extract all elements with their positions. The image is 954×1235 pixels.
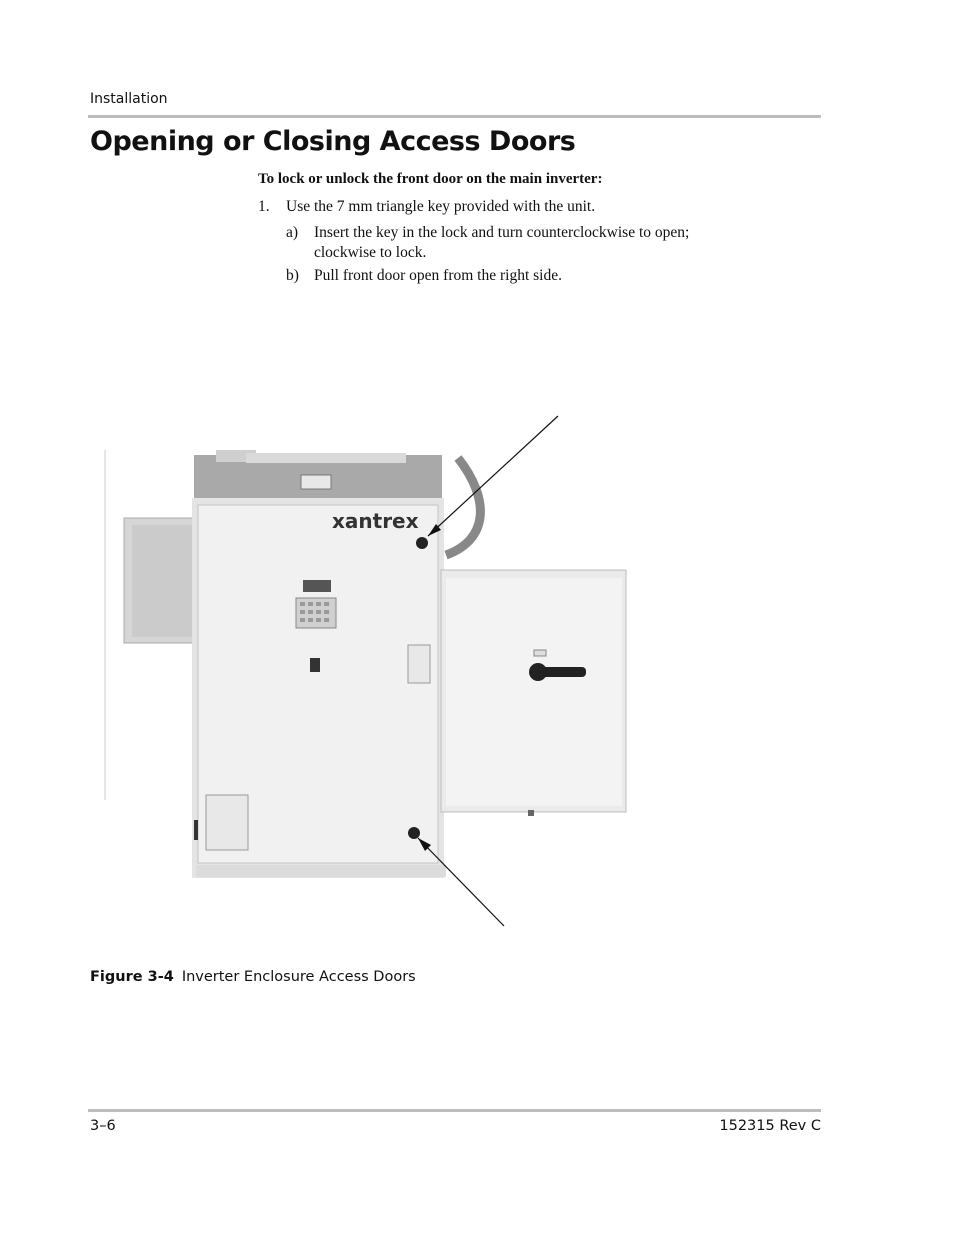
substep-a-text: Insert the key in the lock and turn counterclockwise to open; clockwise to lock. — [314, 224, 690, 261]
figure-caption — [90, 969, 416, 985]
procedure-heading: To lock or unlock the front door on the main inverter: — [258, 171, 603, 187]
header-divider — [88, 115, 821, 118]
step-1-number: 1. — [258, 198, 270, 215]
substep-b — [286, 266, 756, 288]
substep-a-mark: a) — [286, 224, 299, 241]
substep-b-text: Pull front door open from the right side. — [314, 267, 562, 284]
substep-a — [286, 223, 756, 265]
step-1 — [258, 197, 595, 217]
brand-logo-text: xantrex — [332, 509, 419, 533]
figure-title: Inverter Enclosure Access Doors — [181, 969, 416, 985]
page-number: 3–6 — [90, 1118, 116, 1134]
figure-number: Figure 3-4 — [90, 969, 174, 985]
page-title: Opening or Closing Access Doors — [90, 126, 576, 157]
inverter-enclosure-figure — [96, 410, 636, 930]
document-revision: 152315 Rev C — [719, 1118, 821, 1134]
substep-b-mark: b) — [286, 267, 299, 284]
footer-divider — [88, 1109, 821, 1112]
section-label: Installation — [90, 91, 168, 107]
step-1-text: Use the 7 mm triangle key provided with the unit. — [286, 198, 596, 215]
